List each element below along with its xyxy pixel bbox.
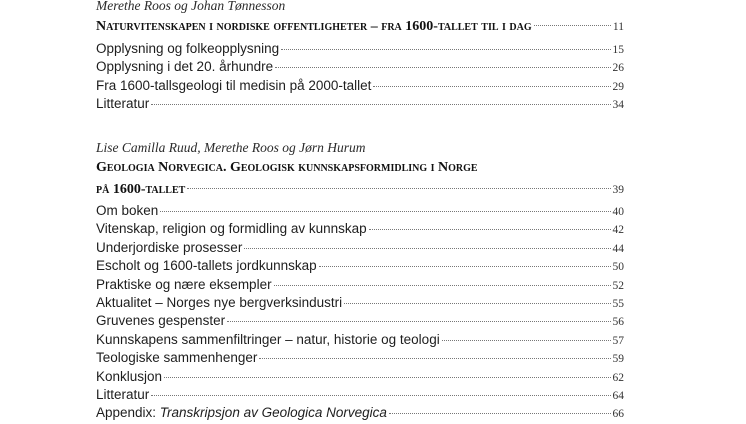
- toc-entry-page: 52: [612, 279, 624, 292]
- leader-dots: [275, 67, 610, 68]
- toc-entry[interactable]: [96, 404, 624, 422]
- toc-entry-label: Gruvenes gespenster: [96, 313, 226, 329]
- toc-entry-page: 59: [612, 353, 624, 366]
- leader-dots: [164, 377, 610, 378]
- toc-entry-label: Fra 1600-tallsgeologi til medisin på 2000-tallet: [96, 77, 372, 93]
- toc-entry-page: 50: [612, 261, 624, 274]
- toc-entry-page: 64: [612, 389, 624, 402]
- toc-entry-label: [96, 404, 387, 422]
- toc-entry-label: Vitenskap, religion og formidling av kunnskap: [96, 221, 367, 237]
- toc-entry[interactable]: [96, 349, 624, 367]
- leader-dots: [319, 266, 611, 267]
- toc-entry-label: Kunnskapens sammenfiltringer – natur, historie og teologi: [96, 331, 440, 347]
- toc-entry-page: 26: [612, 62, 624, 75]
- toc-entry-page: 34: [612, 99, 624, 112]
- section-authors: Merethe Roos og Johan Tønnesson: [96, 0, 286, 13]
- leader-dots: [160, 211, 610, 212]
- toc-entry[interactable]: [96, 331, 624, 349]
- toc-entry[interactable]: [96, 368, 624, 386]
- toc-entry-label: Underjordiske prosesser: [96, 239, 243, 255]
- leader-dots: [281, 49, 610, 50]
- toc-entry-label: Opplysning i det 20. århundre: [96, 59, 274, 75]
- toc-entry[interactable]: [96, 58, 624, 76]
- toc-entry-label: Teologiske sammenhenger: [96, 350, 258, 366]
- section-title[interactable]: [96, 17, 624, 37]
- section-title-line-1: Geologia Norvegica. Geologisk kunnskapsformidling i Norge: [96, 160, 478, 175]
- toc-entry[interactable]: [96, 276, 624, 294]
- toc-entry-label-italic: Transkripsjon av Geologica Norvegica: [159, 405, 387, 421]
- toc-entry-page: 66: [612, 408, 624, 421]
- toc-entry[interactable]: [96, 220, 624, 238]
- toc-entry[interactable]: [96, 95, 624, 113]
- toc-entry[interactable]: [96, 40, 624, 58]
- leader-dots: [274, 285, 611, 286]
- leader-dots: [244, 248, 610, 249]
- toc-entry-page: 29: [612, 80, 624, 93]
- toc-entry-page: 55: [612, 297, 624, 310]
- toc-entry[interactable]: [96, 77, 624, 95]
- toc-entry-page: 40: [612, 206, 624, 218]
- leader-dots: [259, 358, 610, 359]
- leader-dots: [151, 395, 610, 396]
- toc-entry-page: 42: [612, 224, 624, 237]
- leader-dots: [389, 413, 611, 414]
- toc-entry[interactable]: [96, 257, 624, 275]
- leader-dots: [227, 321, 610, 322]
- toc-entry-label-prefix: Appendix:: [96, 405, 160, 421]
- section-title-page: 39: [612, 184, 624, 196]
- toc-entry-page: 44: [612, 242, 624, 255]
- toc-entry-page: 56: [612, 316, 624, 329]
- section-title[interactable]: [96, 180, 624, 200]
- toc-section-1: [96, 0, 624, 114]
- section-title-text: Naturvitenskapen i nordiske offentligheter – fra 1600-tallet til i dag: [96, 19, 532, 34]
- toc-entry-page: 15: [612, 44, 624, 56]
- section-authors: Lise Camilla Ruud, Merethe Roos og Jørn Hurum: [96, 140, 366, 155]
- toc-entry[interactable]: [96, 294, 624, 312]
- leader-dots: [151, 104, 610, 105]
- toc-entry-page: 62: [612, 371, 624, 384]
- toc-entry[interactable]: [96, 312, 624, 330]
- leader-dots: [187, 188, 610, 189]
- toc-entry-label: Escholt og 1600-tallets jordkunnskap: [96, 258, 317, 274]
- toc-entry[interactable]: [96, 239, 624, 257]
- section-title-page: 11: [612, 21, 624, 33]
- leader-dots: [373, 86, 610, 87]
- leader-dots: [344, 303, 610, 304]
- leader-dots: [369, 229, 611, 230]
- section-title-text: på 1600-tallet: [96, 182, 186, 197]
- leader-dots: [534, 25, 611, 26]
- toc-entry-label: Konklusjon: [96, 368, 163, 384]
- toc-entry[interactable]: [96, 202, 624, 220]
- toc-entry-label: Praktiske og nære eksempler: [96, 276, 272, 292]
- toc-entry-label: Litteratur: [96, 96, 150, 112]
- toc-entry[interactable]: [96, 386, 624, 404]
- toc-entry-label: Opplysning og folkeopplysning: [96, 41, 280, 56]
- toc-entry-label: Om boken: [96, 203, 159, 218]
- leader-dots: [442, 340, 611, 341]
- toc-entry-label: Aktualitet – Norges nye bergverksindustri: [96, 294, 343, 310]
- toc-section-2: [96, 140, 624, 423]
- toc-entry-page: 57: [612, 334, 624, 347]
- toc-entry-label: Litteratur: [96, 386, 150, 402]
